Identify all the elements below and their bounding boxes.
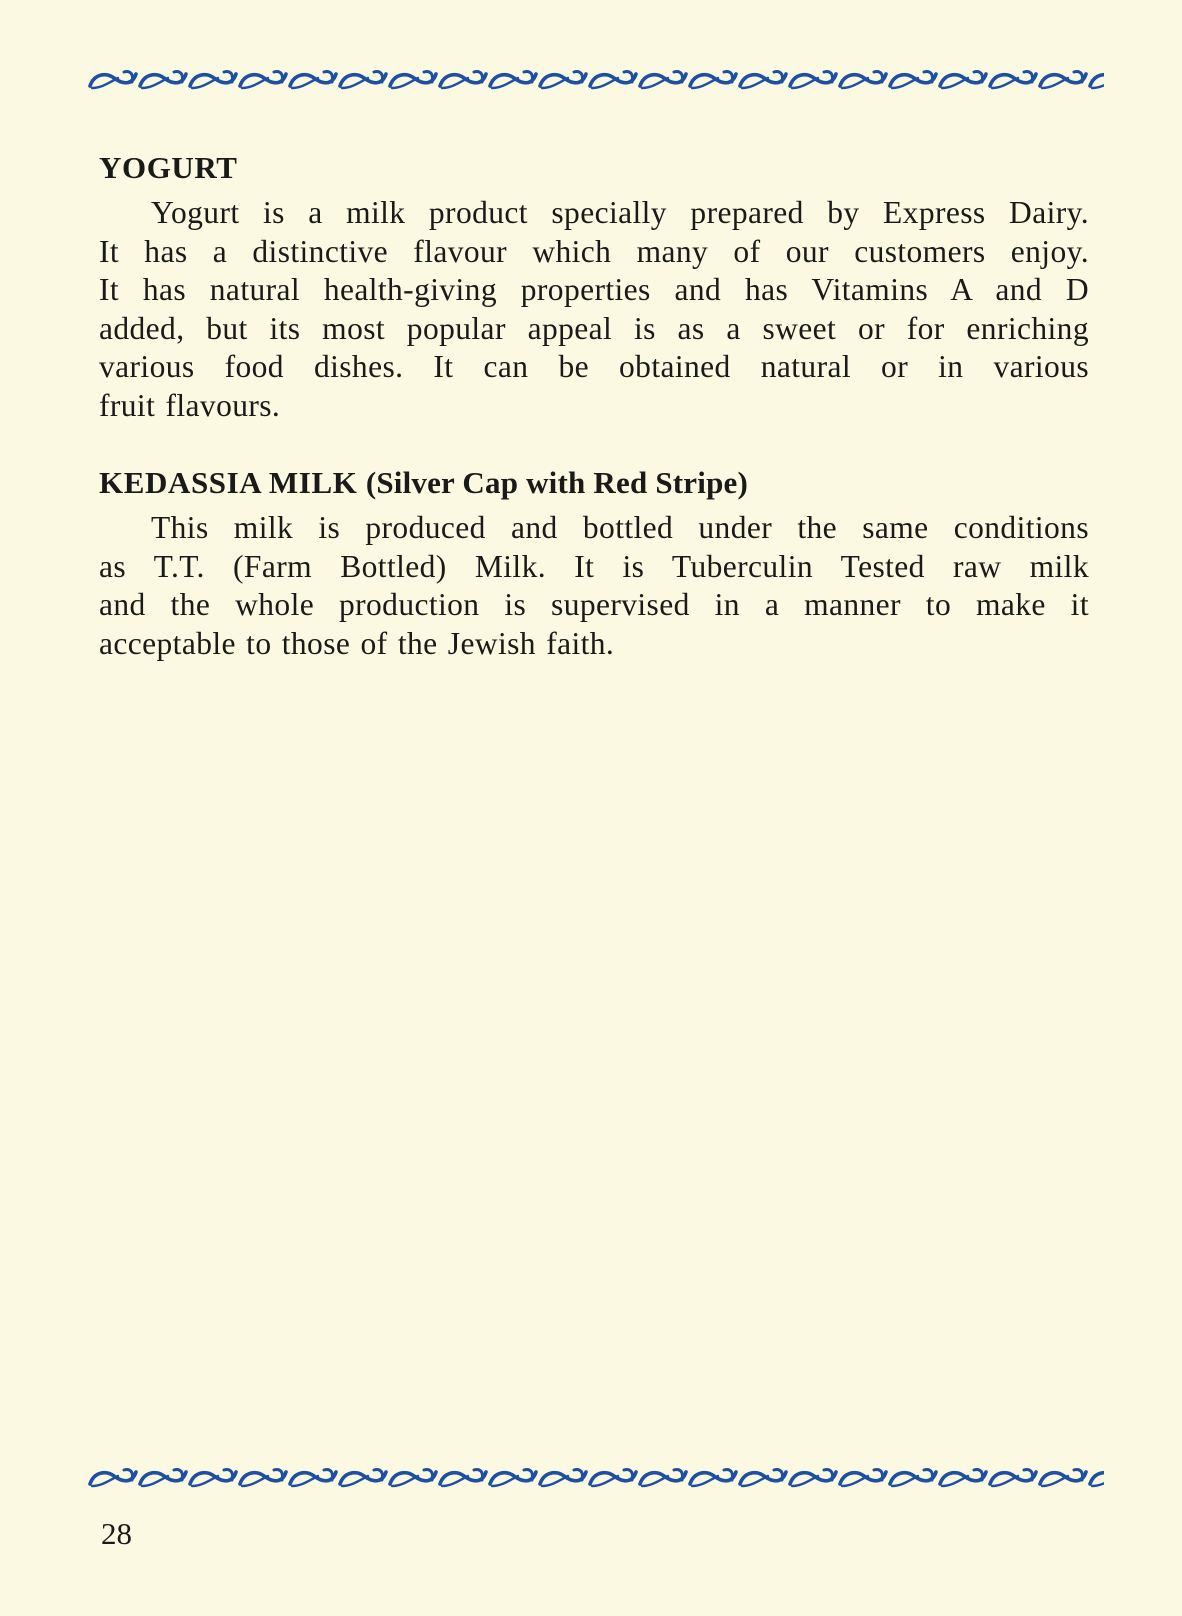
section-heading xyxy=(99,148,1089,188)
heading-subtitle: (Silver Cap with Red Stripe) xyxy=(365,465,748,500)
paragraph-line: and the whole production is supervised in a manner to make it xyxy=(99,587,1089,622)
heading-title: KEDASSIA MILK xyxy=(99,465,358,500)
paragraph-line: added, but its most popular appeal is as a sweet or for enriching xyxy=(99,310,1089,346)
section-paragraph xyxy=(99,509,1089,663)
page-content xyxy=(99,148,1089,663)
paragraph-line: It has natural health-giving properties and has Vitamins A and D xyxy=(99,272,1089,307)
decorative-border-top xyxy=(88,64,1104,94)
section-heading xyxy=(99,463,1089,503)
wave-border-icon xyxy=(88,64,1104,94)
heading-title: YOGURT xyxy=(99,150,238,185)
paragraph-line: This milk is produced and bottled under the same conditions xyxy=(151,510,1089,545)
section-yogurt xyxy=(99,148,1089,425)
paragraph-line: as T.T. (Farm Bottled) Milk. It is Tuberculin Tested raw milk xyxy=(99,548,1089,584)
paragraph-line: It has a distinctive flavour which many of our customers enjoy. xyxy=(99,233,1089,269)
paragraph-line: acceptable to those of the Jewish faith. xyxy=(99,625,615,661)
wave-border-icon xyxy=(88,1462,1104,1492)
paragraph-line: various food dishes. It can be obtained natural or in various xyxy=(99,349,1089,384)
section-kedassia-milk xyxy=(99,463,1089,663)
decorative-border-bottom xyxy=(88,1462,1104,1492)
paragraph-line: Yogurt is a milk product specially prepared by Express Dairy. xyxy=(151,195,1089,230)
section-paragraph xyxy=(99,194,1089,425)
paragraph-line: fruit flavours. xyxy=(99,387,281,423)
page-number: 28 xyxy=(101,1516,132,1551)
